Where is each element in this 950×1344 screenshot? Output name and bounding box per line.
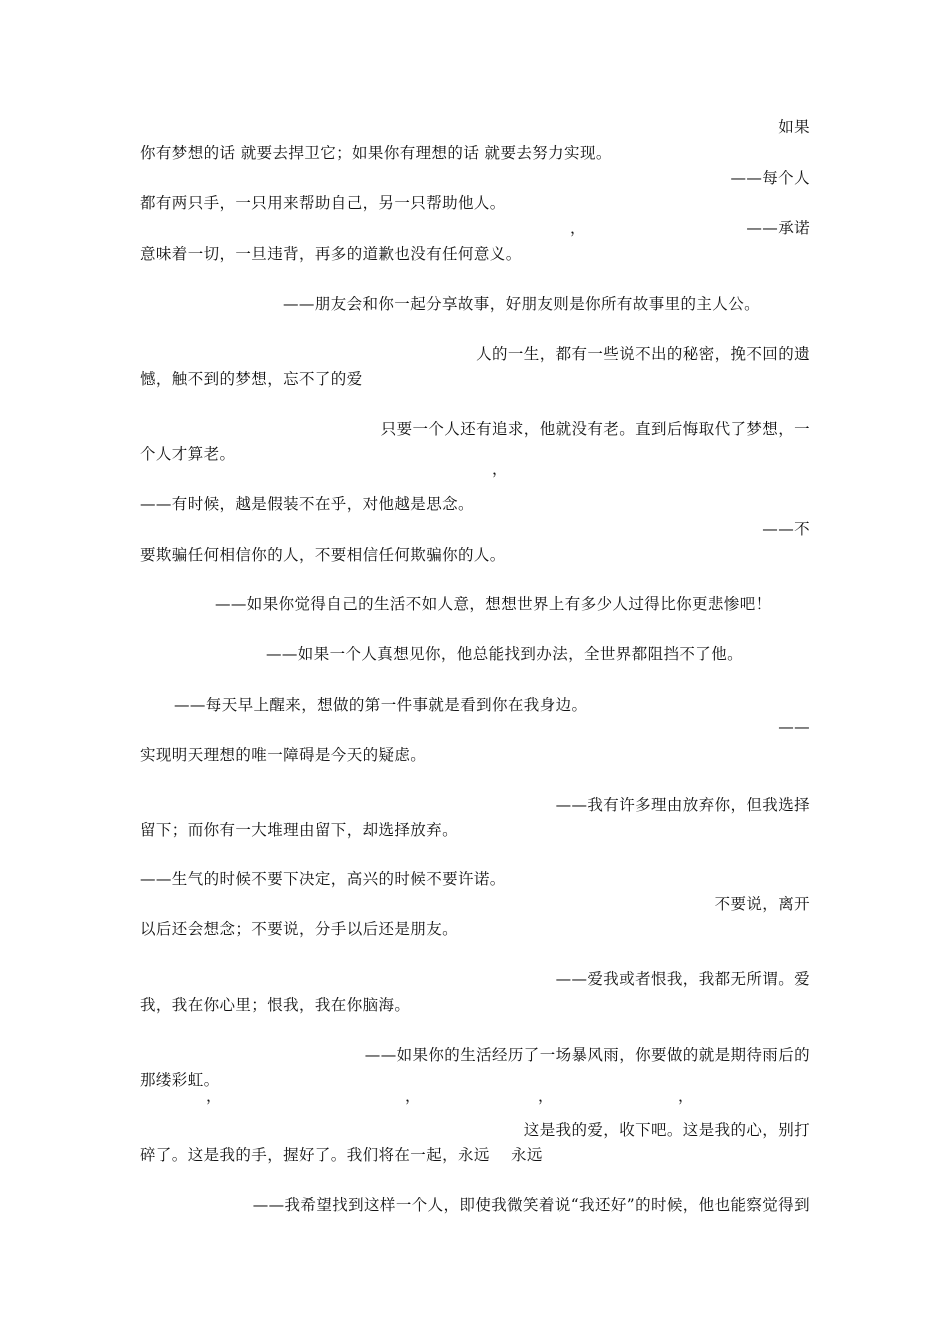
text-line: ，	[538, 1087, 554, 1105]
text-line: 你有梦想的话 就要去捍卫它；如果你有理想的话 就要去努力实现。	[140, 144, 612, 162]
text-line: ——有时候，越是假装不在乎，对他越是思念。	[140, 495, 474, 513]
text-line: 只要一个人还有追求，他就没有老。直到后悔取代了梦想，一	[380, 420, 810, 438]
text-line: 不要说，离开	[714, 895, 810, 913]
text-line: ——朋友会和你一起分享故事，好朋友则是你所有故事里的主人公。	[283, 295, 761, 313]
text-line: 碎了。这是我的手，握好了。我们将在一起，永远 永远	[140, 1146, 543, 1164]
text-line: ——如果你觉得自己的生活不如人意，想想世界上有多少人过得比你更悲惨吧！	[215, 595, 772, 613]
text-line: ——如果你的生活经历了一场暴风雨，你要做的就是期待雨后的	[364, 1046, 810, 1064]
text-line: ，	[570, 219, 586, 237]
text-line: 这是我的爱，收下吧。这是我的心，别打	[523, 1121, 810, 1139]
text-line: ——	[778, 718, 810, 736]
text-line: 意味着一切，一旦违背，再多的道歉也没有任何意义。	[140, 245, 522, 263]
text-line: 都有两只手，一只用来帮助自己，另一只帮助他人。	[140, 194, 506, 212]
text-line: ——我希望找到这样一个人，即使我微笑着说“我还好”的时候，他也能察觉得到	[252, 1196, 810, 1214]
text-line: ——每天早上醒来，想做的第一件事就是看到你在我身边。	[174, 696, 588, 714]
text-line: ——每个人	[730, 169, 810, 187]
text-line: ——如果一个人真想见你，他总能找到办法，全世界都阻挡不了他。	[266, 645, 744, 663]
text-line: 个人才算老。	[140, 445, 236, 463]
text-line: ——不	[762, 520, 810, 538]
text-line: 我，我在你心里；恨我，我在你脑海。	[140, 996, 411, 1014]
text-line: ——承诺	[746, 219, 810, 237]
text-line: 人的一生，都有一些说不出的秘密，挽不回的遗	[476, 345, 810, 363]
text-line: ，	[492, 460, 508, 478]
text-line: 实现明天理想的唯一障碍是今天的疑虑。	[140, 746, 427, 764]
text-line: 要欺骗任何相信你的人，不要相信任何欺骗你的人。	[140, 546, 506, 564]
text-line: 憾，触不到的梦想，忘不了的爱	[140, 370, 363, 388]
text-line: ——我有许多理由放弃你，但我选择	[555, 796, 810, 814]
text-line: ，	[206, 1087, 222, 1105]
text-line: 以后还会想念；不要说，分手以后还是朋友。	[140, 920, 459, 938]
text-line: 如果	[778, 118, 810, 136]
text-line: 那缕彩虹。	[140, 1071, 220, 1089]
text-line: ——生气的时候不要下决定，高兴的时候不要许诺。	[140, 870, 506, 888]
text-line: 留下；而你有一大堆理由留下，却选择放弃。	[140, 821, 459, 839]
text-line: ，	[678, 1087, 694, 1105]
text-line: ，	[405, 1087, 421, 1105]
text-line: ——爱我或者恨我，我都无所谓。爱	[555, 970, 810, 988]
